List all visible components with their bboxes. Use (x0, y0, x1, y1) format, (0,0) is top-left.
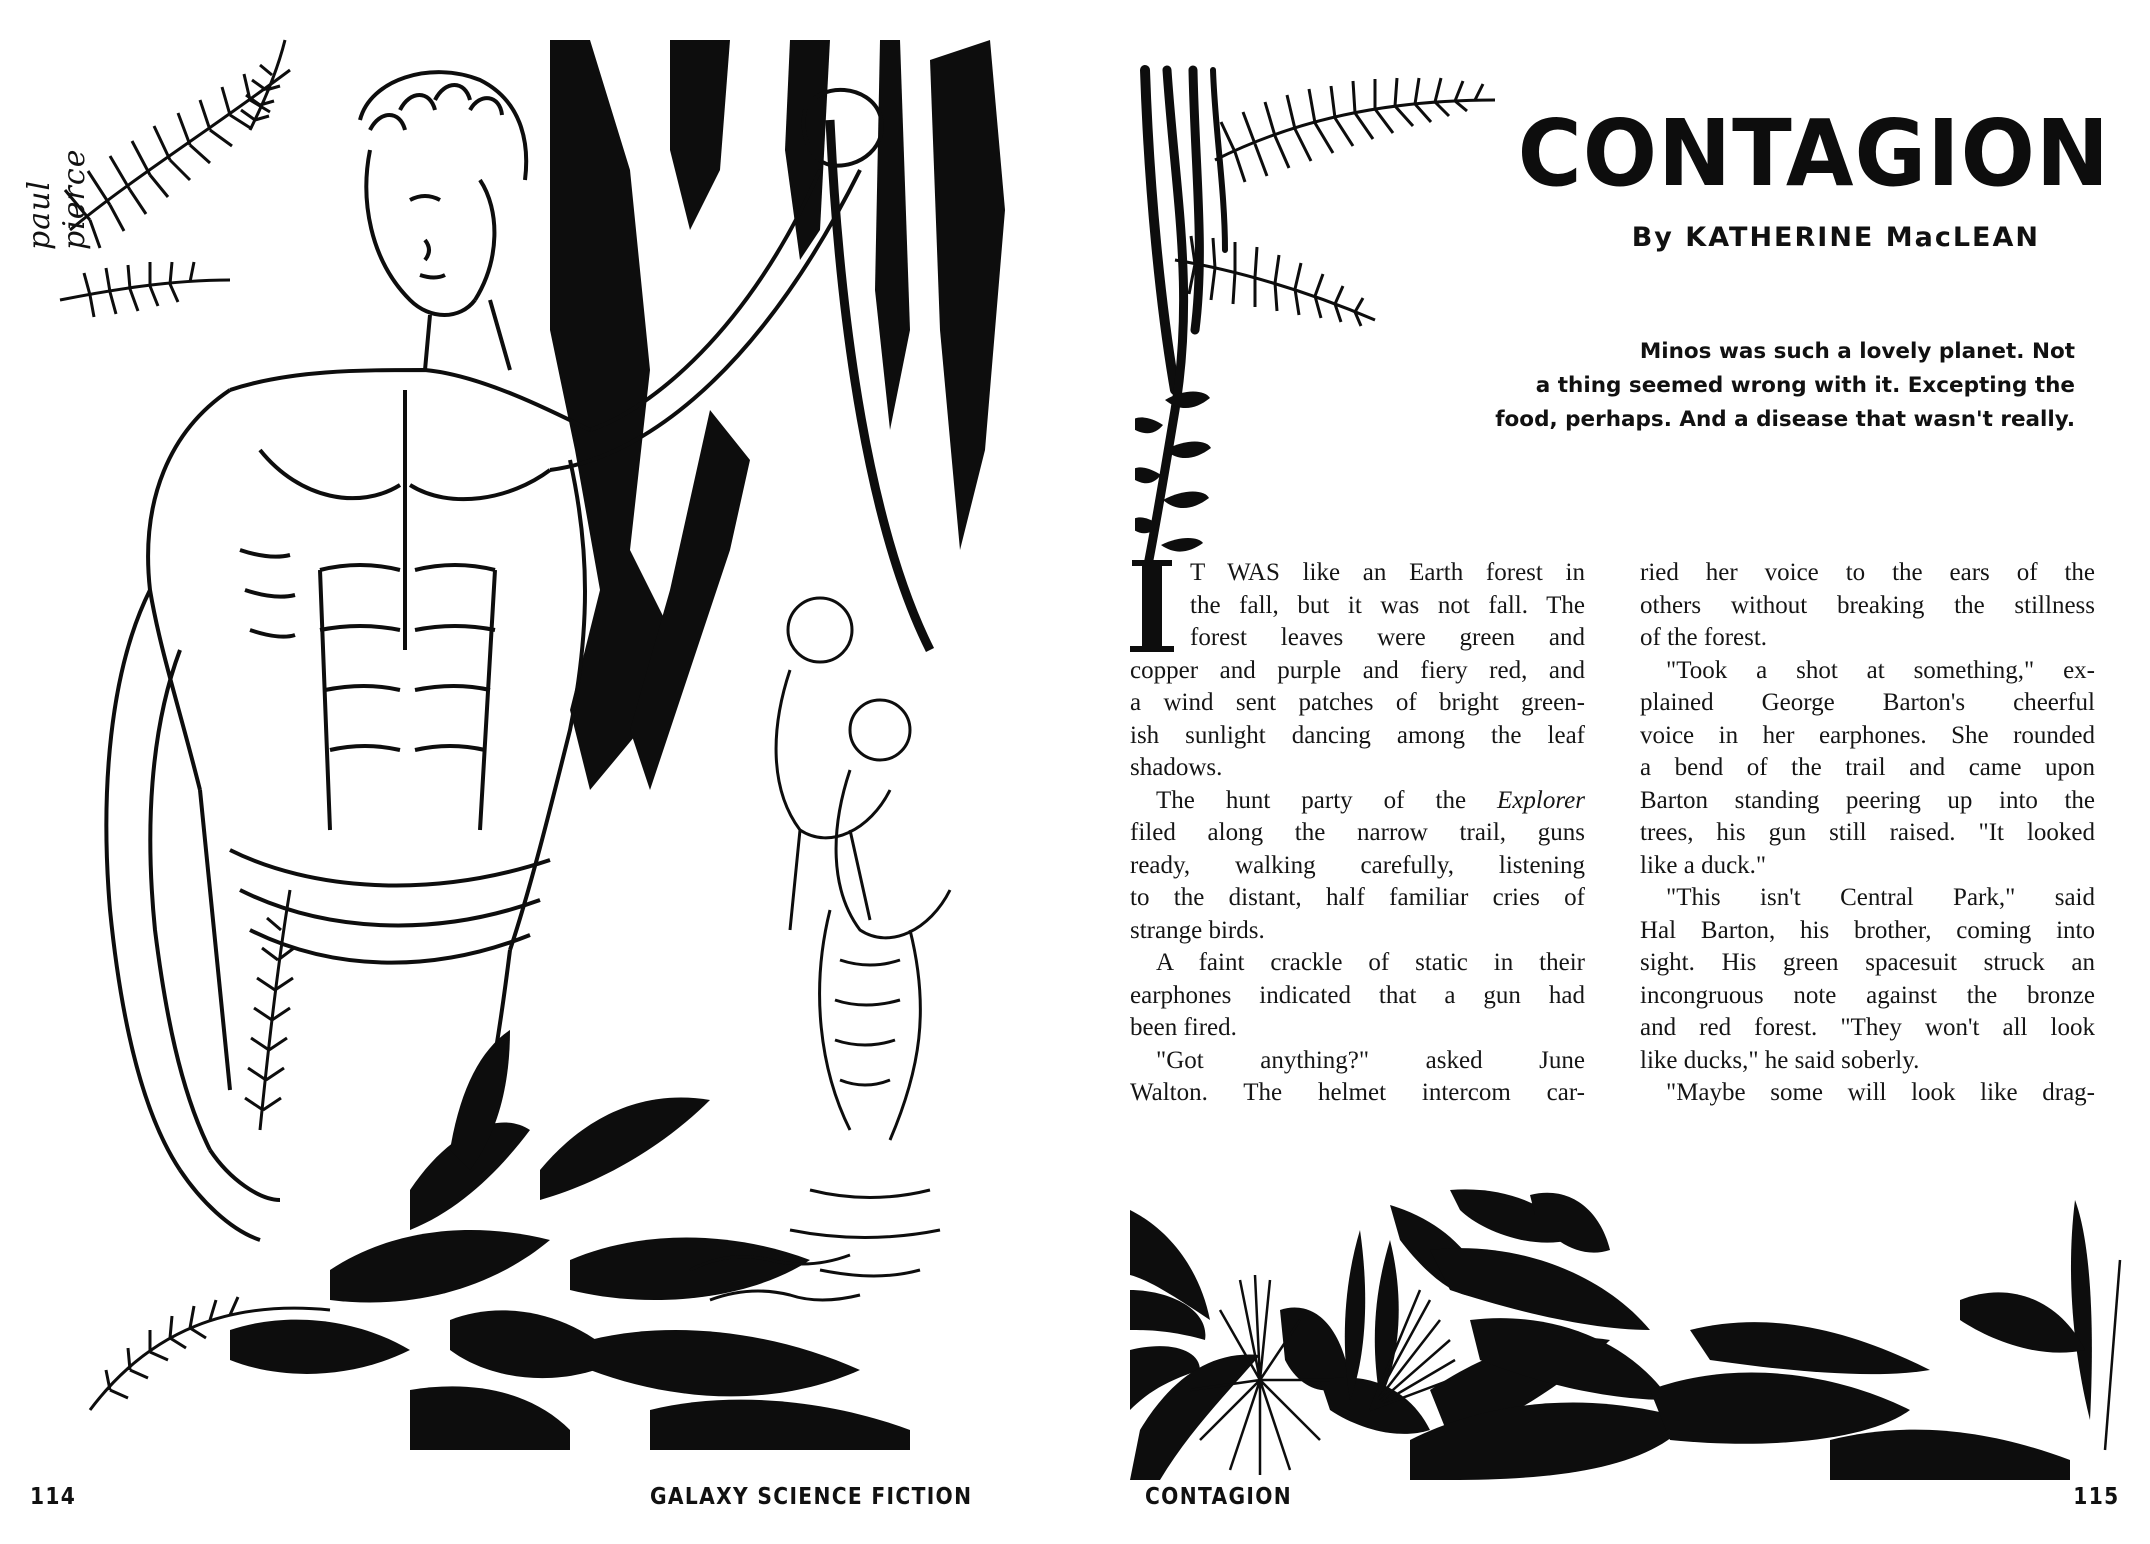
ship-name: Explorer (1497, 786, 1585, 814)
body-line: plained George Barton's cheerful (1640, 689, 2095, 716)
running-head-story: CONTAGION (1145, 1484, 1293, 1510)
body-line: others without breaking the stillness (1640, 591, 2095, 619)
body-line: earphones indicated that a gun had (1130, 981, 1585, 1009)
body-line: and red forest. "They won't all look (1640, 1014, 2095, 1041)
right-page (1075, 0, 2150, 1544)
blurb-line: food, perhaps. And a disease that wasn't really. (1495, 407, 2075, 432)
story-title: CONTAGION (1517, 100, 2110, 207)
body-line: "Took a shot at something," ex- (1666, 656, 2095, 684)
body-line: like ducks," he said soberly. (1640, 1046, 1920, 1074)
body-line: sight. His green spacesuit struck an (1640, 949, 2095, 976)
body-column-left (1130, 557, 1585, 1110)
body-line: ready, walking carefully, listening (1130, 851, 1585, 879)
body-line: "Maybe some will look like drag- (1666, 1079, 2095, 1106)
body-line: the fall, but it was not fall. The (1190, 591, 1585, 619)
body-line: strange birds. (1130, 916, 1265, 944)
body-line: like a duck." (1640, 851, 1767, 879)
body-line-with-italic (1130, 785, 1585, 818)
body-line: a bend of the trail and came upon (1640, 754, 2095, 781)
blurb-line: a thing seemed wrong with it. Excepting the (1535, 373, 2075, 398)
body-line: voice in her earphones. She rounded (1640, 721, 2095, 749)
body-line: A faint crackle of static in their (1156, 949, 1585, 976)
body-column-right (1640, 557, 2095, 1110)
body-line: copper and purple and fiery red, and (1130, 656, 1585, 684)
body-line: ish sunlight dancing among the leaf (1130, 721, 1585, 749)
body-line: Walton. The helmet intercom car- (1130, 1079, 1585, 1106)
body-line: been fired. (1130, 1014, 1237, 1041)
author-byline: By KATHERINE MacLEAN (1631, 222, 2040, 253)
body-line: "Got anything?" asked June (1156, 1046, 1585, 1074)
body-line: incongruous note against the bronze (1640, 981, 2095, 1009)
body-line: shadows. (1130, 754, 1223, 781)
figure-illustration (30, 30, 1005, 1450)
body-line: T WAS like an Earth forest in (1190, 559, 1585, 586)
body-text: The hunt party of the (1156, 786, 1498, 814)
blurb-line: Minos was such a lovely planet. Not (1639, 339, 2075, 364)
body-line: Hal Barton, his brother, coming into (1640, 916, 2095, 944)
foliage-band-illustration (1130, 1180, 2130, 1480)
body-line: ried her voice to the ears of the (1640, 559, 2095, 586)
body-line: a wind sent patches of bright green- (1130, 689, 1585, 716)
body-line: to the distant, half familiar cries of (1130, 884, 1585, 911)
story-blurb (1245, 335, 2075, 437)
body-line: filed along the narrow trail, guns (1130, 819, 1585, 846)
body-line: "This isn't Central Park," said (1666, 884, 2095, 911)
body-line: trees, his gun still raised. "It looked (1640, 819, 2095, 846)
body-line: forest leaves were green and (1190, 624, 1585, 651)
page-number-right: 115 (2073, 1484, 2120, 1510)
body-line: of the forest. (1640, 624, 1768, 651)
running-head-magazine: GALAXY SCIENCE FICTION (650, 1484, 973, 1510)
page-number-left: 114 (30, 1484, 77, 1510)
body-line: Barton standing peering up into the (1640, 786, 2095, 814)
illustrator-signature: paul pierce (22, 148, 92, 250)
